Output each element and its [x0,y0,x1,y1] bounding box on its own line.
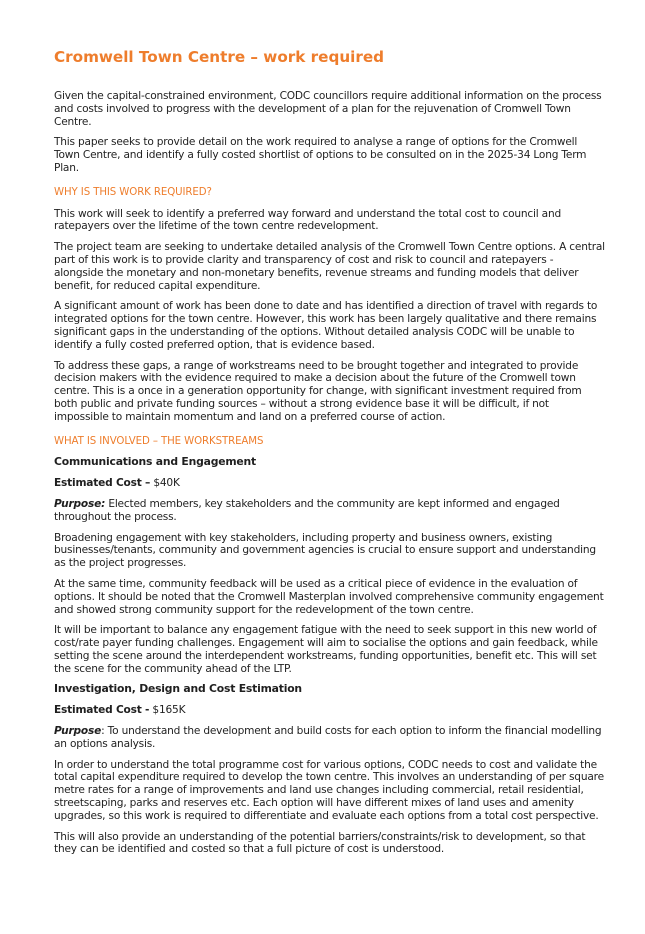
why-paragraph-2: The project team are seeking to undertake detailed analysis of the Cromwell Town Centre options. A central part of this work is to provide clarity and transparency of cost and risk to council and ratepayers - alongside the monetary and non-monetary benefits, revenue streams and funding models that deliver benefit, for reduced capital expenditure. [54,241,605,292]
cost-label: Estimated Cost – [54,477,151,490]
cost-value: $40K [150,477,180,490]
comms-paragraph-2: At the same time, community feedback will be used as a critical piece of evidence in the evaluation of options. It should be noted that the Cromwell Masterplan involved comprehensive community engagement and showed strong community support for the redevelopment of the town centre. [54,577,604,616]
why-paragraph-1: This work will seek to identify a preferred way forward and understand the total cost to council and ratepayers over the lifetime of the town centre redevelopment. [54,207,561,233]
design-paragraph-1: In order to understand the total programme cost for various options, CODC needs to cost and validate the total capital expenditure required to develop the town centre. This involves an understanding of per square metre rates for a range of improvements and land use changes including commercial, retail residential, streetscaping, parks and reserves etc. Each option will have different mixes of land uses and amenity upgrades, so this work is required to differentiate and evaluate each options from a total cost perspective. [54,758,604,822]
why-paragraph-4: To address these gaps, a range of workstreams need to be brought together and integrated to provide decision makers with the evidence required to make a decision about the future of the Cromwell town centre. This is a once in a generation opportunity for change, with significant investment required from both public and private funding sources – without a strong evidence base it will be difficult, if not impossible to maintain momentum and land on a preferred course of action. [54,359,582,423]
page-title: Cromwell Town Centre – work required [54,48,384,66]
purpose-text: Elected members, key stakeholders and the community are kept informed and engaged throughout the process. [54,497,560,523]
purpose-design [54,725,605,751]
cost-label: Estimated Cost - [54,704,150,717]
cost-value: $165K [149,704,186,717]
intro-paragraph-1: Given the capital-constrained environment, CODC councillors require additional information on the process and costs involved to progress with the development of a plan for the rejuvenation of Cromwell Town Centre. [54,90,602,128]
purpose-text: : To understand the development and build costs for each option to inform the financial modelling an options analysis. [54,725,602,750]
purpose-label: Purpose [54,725,102,738]
purpose-comms [54,498,605,524]
comms-paragraph-3: It will be important to balance any engagement fatigue with the need to seek support in this new world of cost/rate payer funding challenges. Engagement will aim to socialise the options and gain feedback, while setting the scene around the interdependent workstreams, funding opportunities, benefit etc. This will set the scene for the community ahead of the LTP. [54,624,598,675]
workstream-title-comms: Communications and Engagement [54,455,256,469]
estimated-cost-comms [54,477,605,490]
purpose-label: Purpose: [54,497,106,510]
comms-paragraph-1: Broadening engagement with key stakeholders, including property and business owners, existing businesses/tenants, community and government agencies is crucial to ensure support and understanding as the project progresses. [54,531,596,570]
section-heading-why: WHY IS THIS WORK REQUIRED? [54,186,212,198]
design-paragraph-2: This will also provide an understanding of the potential barriers/constraints/risk to development, so that they can be identified and costed so that a full picture of cost is understood. [54,830,586,856]
why-paragraph-3: A significant amount of work has been done to date and has identified a direction of travel with regards to integrated options for the town centre. However, this work has been largely qualitative and there remains significant gaps in the understanding of the options. Without detailed analysis CODC will be unable to identify a fully costed preferred option, that is evidence based. [54,300,598,351]
section-heading-workstreams: WHAT IS INVOLVED – THE WORKSTREAMS [54,435,264,447]
workstream-title-design: Investigation, Design and Cost Estimation [54,682,302,696]
intro-paragraph-2: This paper seeks to provide detail on the work required to analyse a range of options for the Cromwell Town Centre, and identify a fully costed shortlist of options to be consulted on in the 2025-34 Long Term Plan. [54,136,587,174]
estimated-cost-design [54,704,605,717]
